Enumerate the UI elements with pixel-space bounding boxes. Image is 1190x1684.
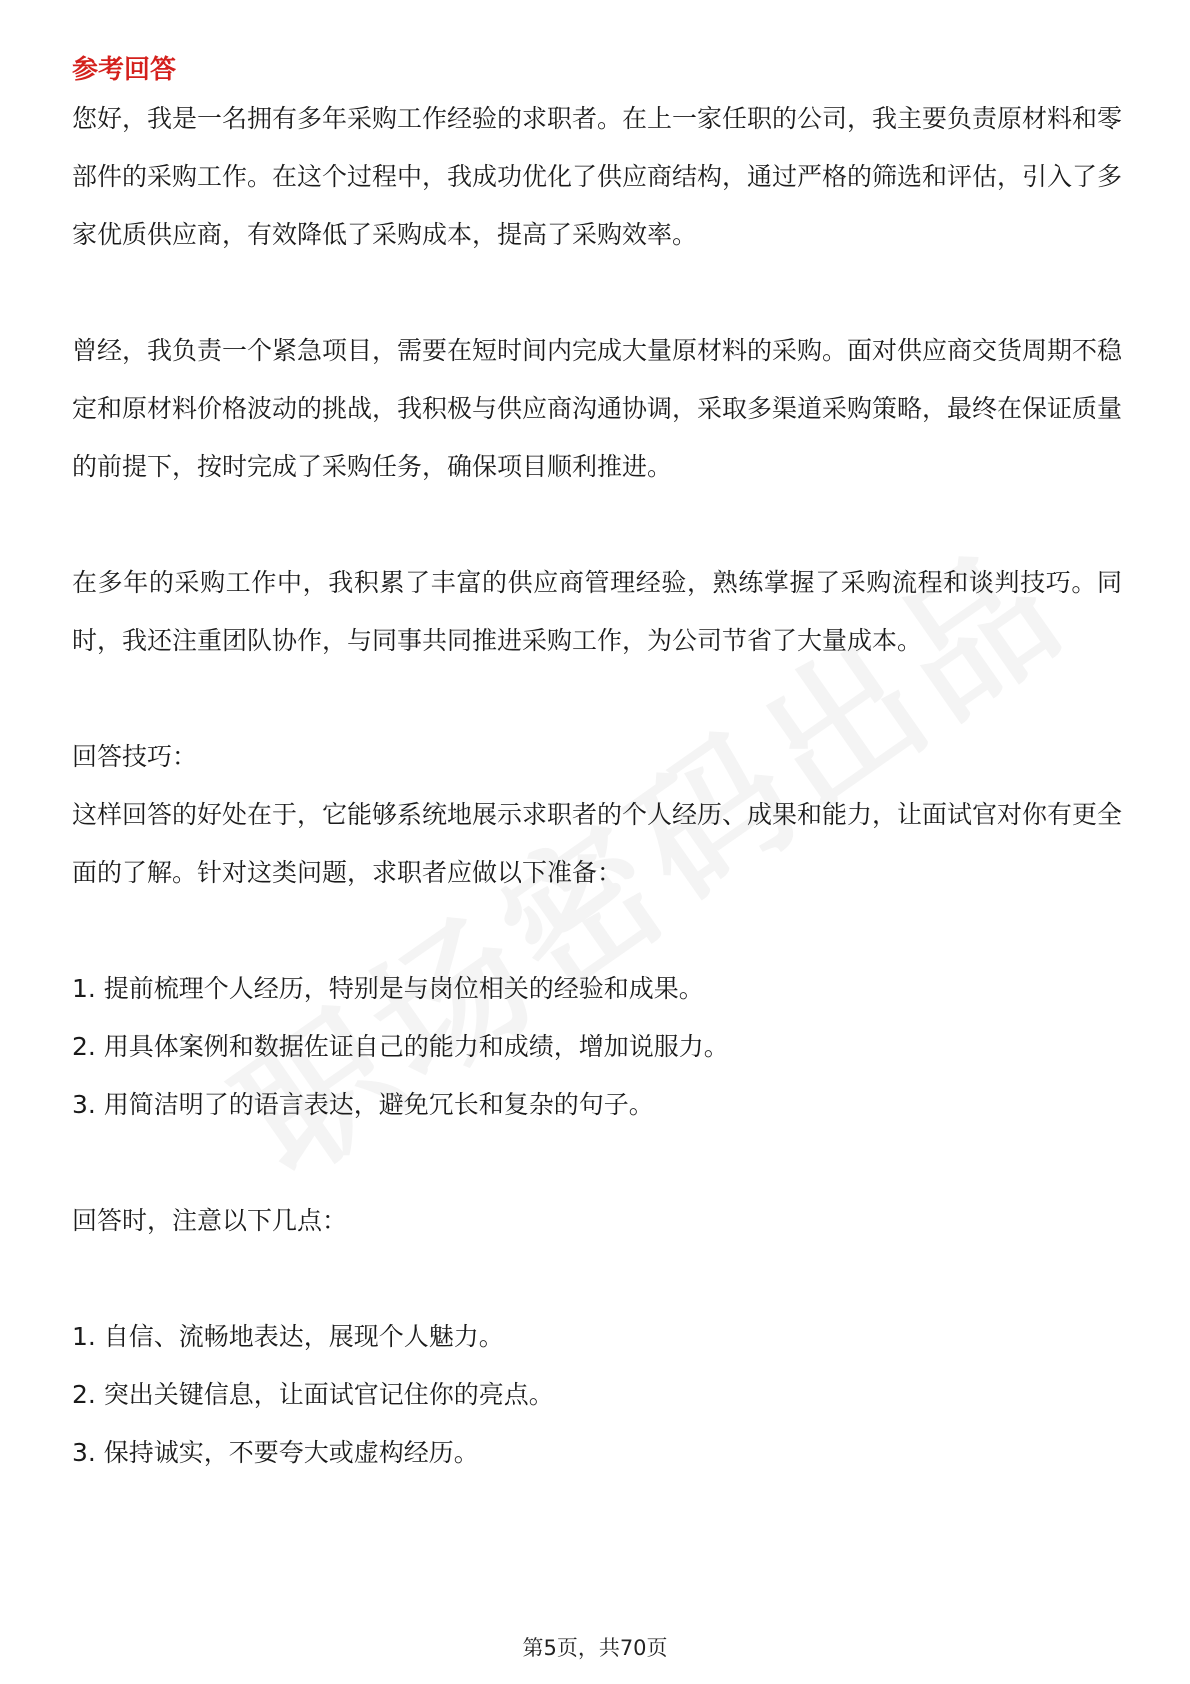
content-body bbox=[72, 50, 1122, 1482]
spacer bbox=[72, 264, 1122, 322]
tips-intro: 这样回答的好处在于，它能够系统地展示求职者的个人经历、成果和能力，让面试官对你有更全面的了解。针对这类问题，求职者应做以下准备： bbox=[72, 800, 1123, 887]
section-heading: 参考回答 bbox=[72, 55, 177, 85]
answer-paragraph-3: 在多年的采购工作中，我积累了丰富的供应商管理经验，熟练掌握了采购流程和谈判技巧。同时，我还注重团队协作，与同事共同推进采购工作，为公司节省了大量成本。 bbox=[72, 568, 1122, 655]
notes-label: 回答时，注意以下几点： bbox=[72, 1206, 348, 1235]
spacer bbox=[72, 496, 1122, 554]
tips-item-3: 3. 用简洁明了的语言表达，避免冗长和复杂的句子。 bbox=[72, 1090, 654, 1119]
notes-item-3: 3. 保持诚实，不要夸大或虚构经历。 bbox=[72, 1438, 479, 1467]
spacer bbox=[72, 1250, 1122, 1308]
tips-item-2: 2. 用具体案例和数据佐证自己的能力和成绩，增加说服力。 bbox=[72, 1032, 729, 1061]
page-number-footer: 第5页，共70页 bbox=[522, 1636, 668, 1660]
tips-label: 回答技巧： bbox=[72, 742, 198, 771]
answer-paragraph-2: 曾经，我负责一个紧急项目，需要在短时间内完成大量原材料的采购。面对供应商交货周期不稳定和原材料价格波动的挑战，我积极与供应商沟通协调，采取多渠道采购策略，最终在保证质量的前提下，按时完成了采购任务，确保项目顺利推进。 bbox=[72, 336, 1123, 481]
notes-item-1: 1. 自信、流畅地表达，展现个人魅力。 bbox=[72, 1322, 504, 1351]
tips-item-1: 1. 提前梳理个人经历，特别是与岗位相关的经验和成果。 bbox=[72, 974, 704, 1003]
answer-paragraph-1: 您好，我是一名拥有多年采购工作经验的求职者。在上一家任职的公司，我主要负责原材料和零部件的采购工作。在这个过程中，我成功优化了供应商结构，通过严格的筛选和评估，引入了多家优质供应商，有效降低了采购成本，提高了采购效率。 bbox=[72, 104, 1123, 249]
spacer bbox=[72, 670, 1122, 728]
spacer bbox=[72, 902, 1122, 960]
notes-item-2: 2. 突出关键信息，让面试官记住你的亮点。 bbox=[72, 1380, 554, 1409]
spacer bbox=[72, 1134, 1122, 1192]
